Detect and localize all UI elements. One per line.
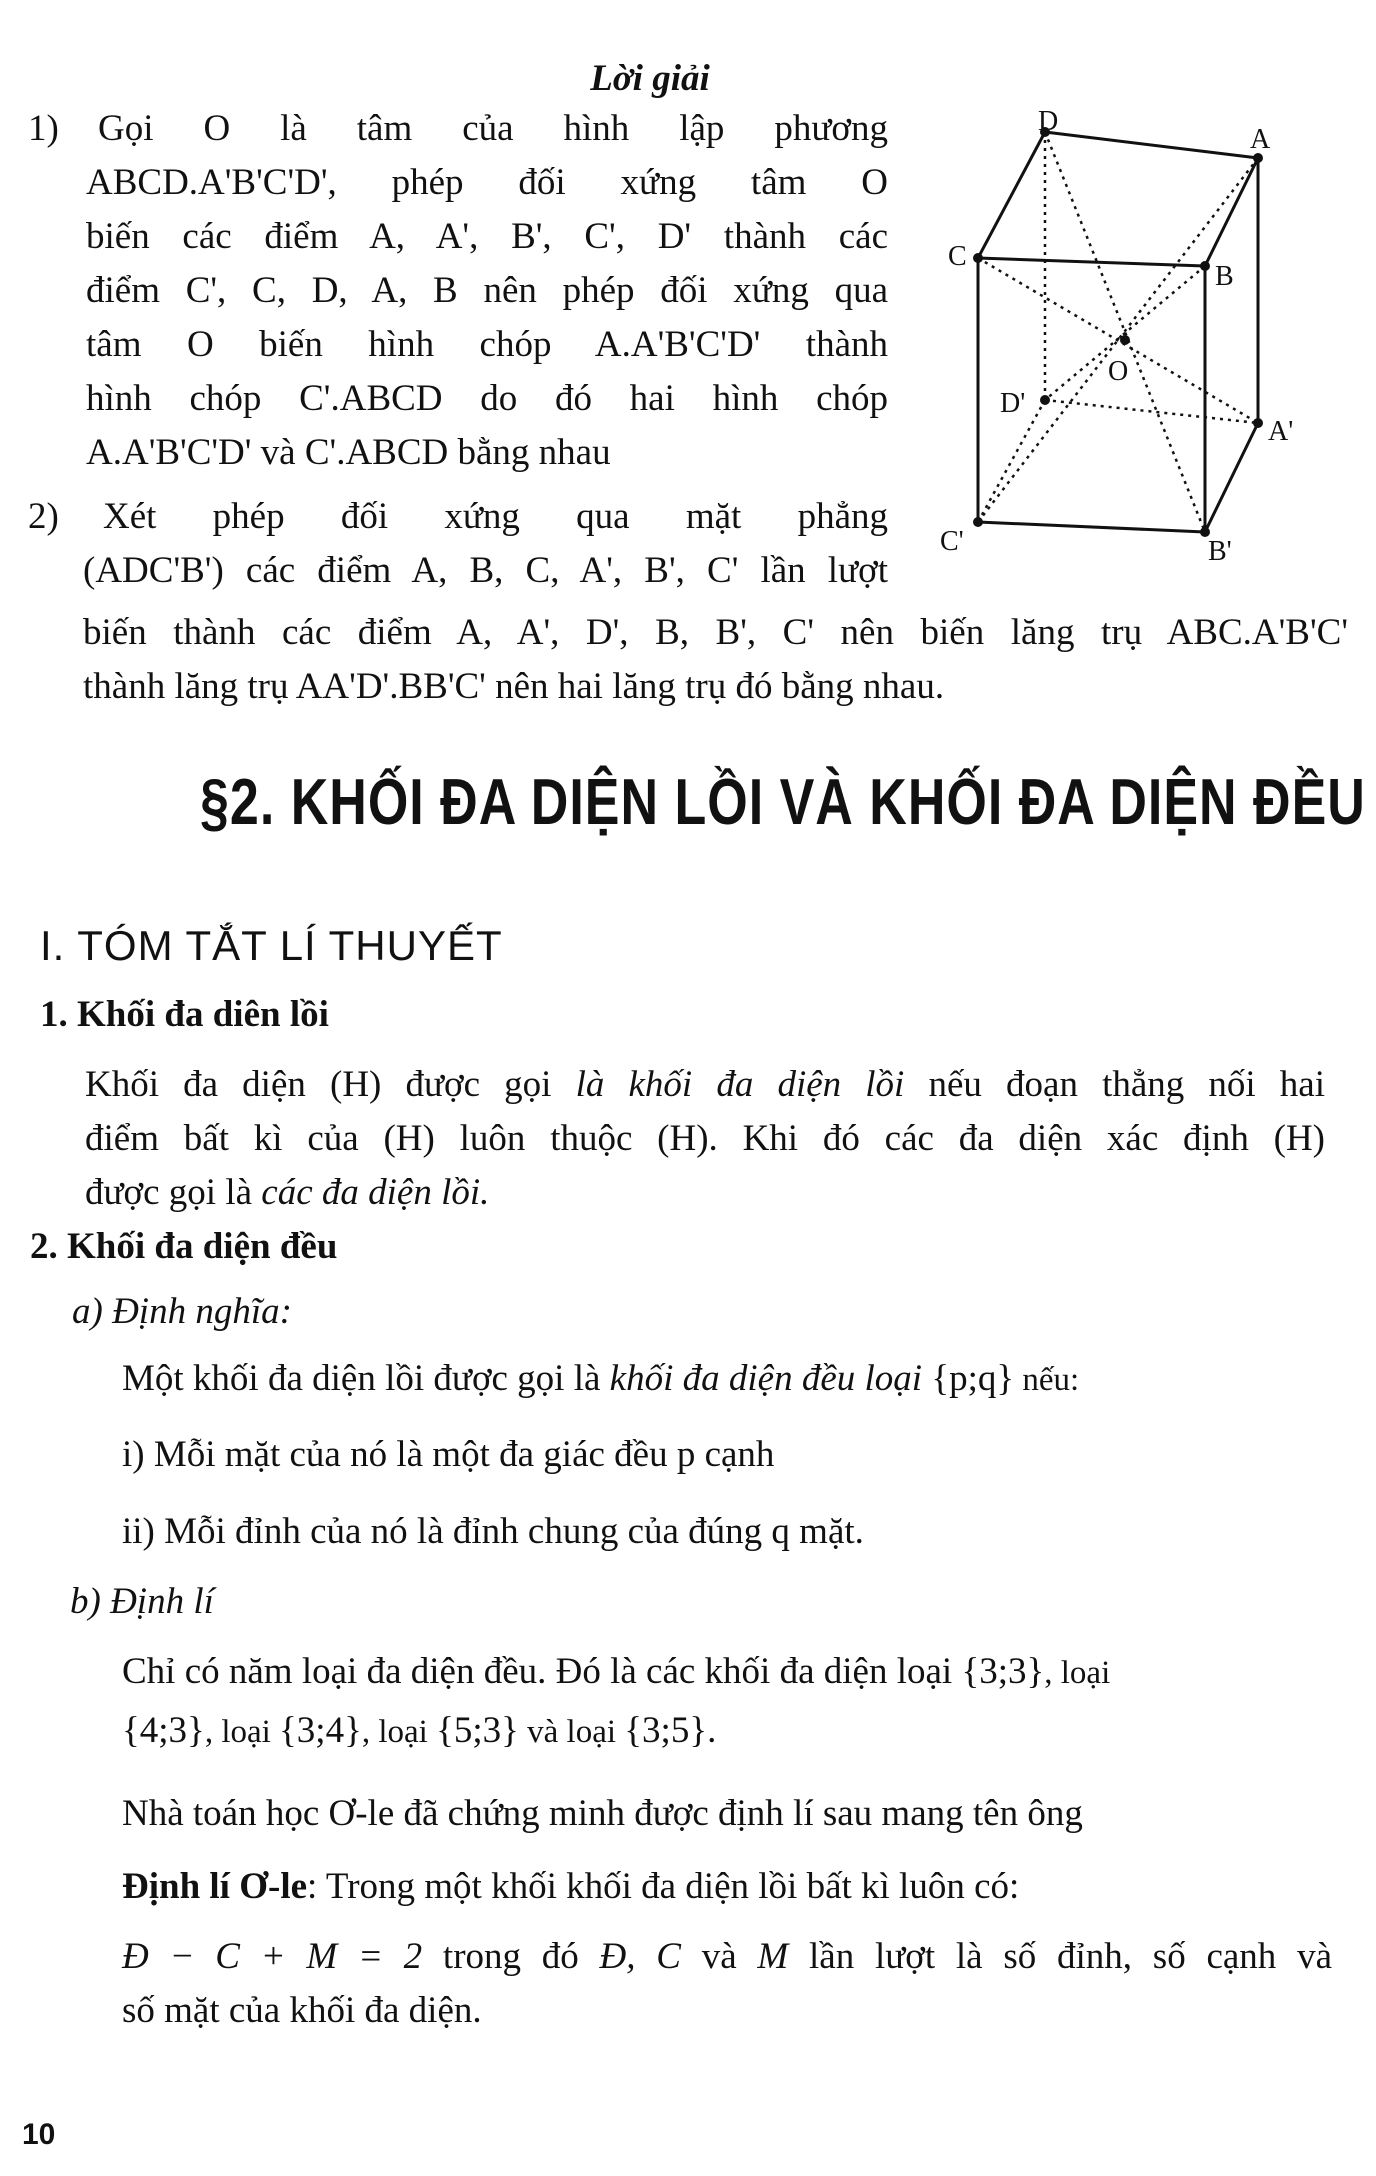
text-line: A.A'B'C'D' và C'.ABCD bằng nhau xyxy=(86,432,611,473)
text-line: ABCD.A'B'C'D', phép đối xứng tâm O xyxy=(86,162,888,203)
label-O: O xyxy=(1108,356,1129,387)
emphasis: các đa diện lồi. xyxy=(261,1172,490,1213)
set-notation: {3;5} xyxy=(624,1710,708,1751)
text-line: Xét phép đối xứng qua mặt phẳng xyxy=(103,496,888,537)
subsection-2-heading: 2. Khối đa diện đều xyxy=(30,1226,338,1267)
item-number: 2) xyxy=(28,496,59,537)
label-Dp: D' xyxy=(1000,388,1026,419)
label-Ap: A' xyxy=(1268,416,1294,447)
definition-text xyxy=(122,1352,1332,1407)
definition-heading: a) Định nghĩa: xyxy=(72,1291,292,1332)
euler-intro: Nhà toán học Ơ-le đã chứng minh được định lí sau mang tên ông xyxy=(122,1793,1083,1834)
text-line: điểm C', C, D, A, B nên phép đối xứng qua xyxy=(86,270,888,311)
text: . xyxy=(707,1710,717,1751)
text: : Trong một khối khối đa diện lồi bất kì luôn có: xyxy=(307,1866,1020,1907)
text-line: (ADC'B') các điểm A, B, C, A', B', C' lần lượt xyxy=(83,550,888,591)
solution-title: Lời giải xyxy=(590,58,710,99)
set-notation: {p;q} xyxy=(931,1358,1015,1399)
theorem-label: Định lí Ơ-le xyxy=(122,1866,308,1907)
label-C: C xyxy=(948,241,967,272)
center-O xyxy=(1120,335,1130,345)
euler-formula xyxy=(122,1930,1332,2038)
cuboid-figure xyxy=(920,100,1360,570)
text-line: hình chóp C'.ABCD do đó hai hình chóp xyxy=(86,378,888,419)
text-line: biến các điểm A, A', B', C', D' thành các xyxy=(86,216,888,257)
text: Khối đa diện (H) được gọi xyxy=(85,1064,576,1105)
text: , loại xyxy=(204,1714,280,1750)
vertex-Dp xyxy=(1040,395,1050,405)
edge-DpAp-hidden xyxy=(1045,400,1258,423)
text-line: biến thành các điểm A, A', D', B, B', C' nên biến lăng trụ ABC.A'B'C' xyxy=(83,612,1348,653)
text: , loại xyxy=(1044,1655,1111,1691)
set-notation: {3;4} xyxy=(279,1710,362,1751)
text-line: tâm O biến hình chóp A.A'B'C'D' thành xyxy=(86,324,888,365)
text: nếu: xyxy=(1014,1362,1080,1398)
subsection-1-heading: 1. Khối đa diên lồi xyxy=(40,994,329,1035)
set-notation: {5;3} xyxy=(436,1710,519,1751)
item-number: 1) xyxy=(28,108,59,149)
edge-AB xyxy=(1205,158,1258,266)
set-notation: {4;3} xyxy=(122,1710,205,1751)
text: Một khối đa diện lồi được gọi là xyxy=(122,1358,610,1399)
text: , loại xyxy=(361,1714,437,1750)
euler-theorem xyxy=(122,1860,1019,1914)
label-D: D xyxy=(1038,106,1059,137)
edge-BC xyxy=(978,258,1205,266)
text-line: điểm bất kì của (H) luôn thuộc (H). Khi đó các đa diện xác định (H) xyxy=(85,1118,1325,1159)
emphasis: là khối đa diện lồi xyxy=(575,1064,905,1105)
theorem-text xyxy=(122,1645,1332,1759)
condition-2: ii) Mỗi đỉnh của nó là đỉnh chung của đúng q mặt. xyxy=(122,1511,864,1552)
formula-var: M xyxy=(757,1936,789,1977)
vertex-Ap xyxy=(1253,418,1263,428)
emphasis: khối đa diện đều loại xyxy=(609,1358,923,1399)
solution-item-1 xyxy=(28,102,888,480)
text: được gọi là xyxy=(85,1172,262,1213)
text-line: số mặt của khối đa diện. xyxy=(122,1990,482,2031)
text: nếu đoạn thẳng nối hai xyxy=(904,1064,1326,1105)
label-B: B xyxy=(1215,261,1234,292)
condition-1: i) Mỗi mặt của nó là một đa giác đều p cạnh xyxy=(122,1434,775,1475)
text: và loại xyxy=(518,1714,625,1750)
vertex-B xyxy=(1200,261,1210,271)
text-line: thành lăng trụ AA'D'.BB'C' nên hai lăng trụ đó bằng nhau. xyxy=(83,666,945,707)
part-title: I. TÓM TẮT LÍ THUYẾT xyxy=(40,922,503,969)
edge-DA xyxy=(1045,132,1258,158)
diag-DBp xyxy=(1045,132,1205,532)
set-notation: {3;3} xyxy=(961,1651,1045,1692)
section-title: §2. KHỐI ĐA DIỆN LỒI VÀ KHỐI ĐA DIỆN ĐỀU xyxy=(200,766,1366,839)
edge-CD xyxy=(978,132,1045,258)
text-line: Gọi O là tâm của hình lập phương xyxy=(98,108,888,149)
label-Bp: B' xyxy=(1208,536,1232,567)
vertex-C xyxy=(973,253,983,263)
theorem-heading: b) Định lí xyxy=(70,1581,214,1622)
text: trong đó xyxy=(422,1936,600,1977)
text: Chỉ có năm loại đa diện đều. Đó là các khối đa diện loại xyxy=(122,1651,962,1692)
text: lần lượt là số đỉnh, số cạnh và xyxy=(788,1936,1332,1977)
formula-vars: Đ, C xyxy=(599,1936,681,1977)
vertex-Cp xyxy=(973,517,983,527)
page-number: 10 xyxy=(22,2118,56,2151)
edge-CpBp xyxy=(978,522,1205,532)
label-Cp: C' xyxy=(940,526,964,557)
label-A: A xyxy=(1250,124,1271,155)
formula: Đ − C + M = 2 xyxy=(122,1936,423,1977)
edge-BpAp xyxy=(1205,423,1258,532)
text: và xyxy=(680,1936,758,1977)
paragraph-convex xyxy=(85,1058,1325,1220)
